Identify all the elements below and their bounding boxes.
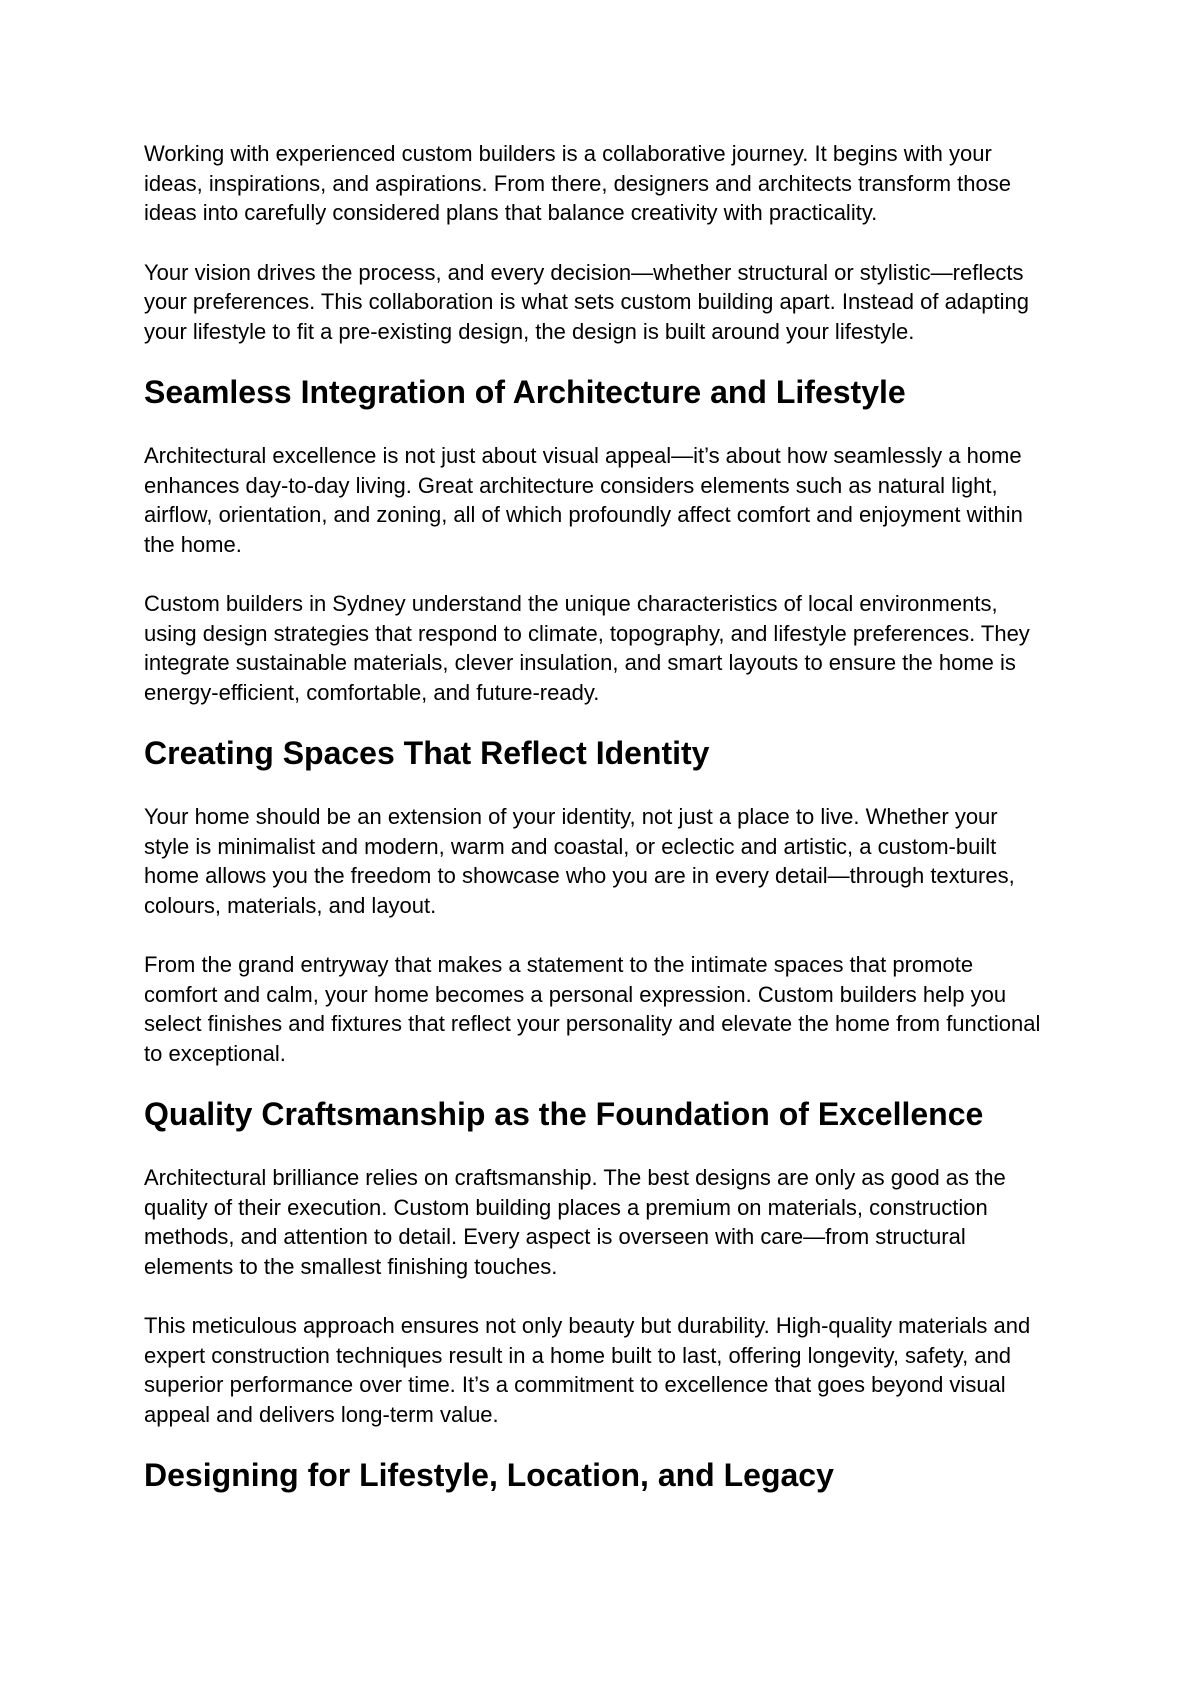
document-body	[144, 139, 1048, 1491]
paragraph: Custom builders in Sydney understand the unique characteristics of local environments, using design strategies that respond to climate, topography, and lifestyle preferences. They integrate sustainable materials, clever insulation, and smart layouts to ensure the home is energy-efficient, comfortable, and future-ready.	[144, 591, 1030, 705]
paragraph: Your vision drives the process, and every decision—whether structural or stylistic—reflects your preferences. This collaboration is what sets custom building apart. Instead of adapting your lifestyle to fit a pre-existing design, the design is built around your lifestyle.	[144, 259, 1029, 344]
section-heading: Quality Craftsmanship as the Foundation of Excellence	[144, 1096, 984, 1132]
paragraph: Architectural brilliance relies on craftsmanship. The best designs are only as good as the quality of their execution. Custom building places a premium on materials, construction methods, and attention to detail. Every aspect is overseen with care—from structural elements to the smallest finishing touches.	[144, 1165, 1006, 1279]
paragraph: This meticulous approach ensures not only beauty but durability. High-quality materials and expert construction techniques result in a home built to last, offering longevity, safety, and superior performance over time. It’s a commitment to excellence that goes beyond visual appeal and delivers long-term value.	[144, 1313, 1031, 1427]
paragraph: Your home should be an extension of your identity, not just a place to live. Whether your style is minimalist and modern, warm and coastal, or eclectic and artistic, a custom-built home allows you the freedom to showcase who you are in every detail—through textures, colours, materials, and layout.	[144, 804, 1015, 918]
section-heading: Seamless Integration of Architecture and Lifestyle	[144, 374, 906, 410]
section-heading: Designing for Lifestyle, Location, and Legacy	[144, 1457, 834, 1493]
paragraph: Working with experienced custom builders is a collaborative journey. It begins with your ideas, inspirations, and aspirations. From there, designers and architects transform those ideas into carefully considered plans that balance creativity with practicality.	[144, 141, 1011, 225]
paragraph: From the grand entryway that makes a statement to the intimate spaces that promote comfort and calm, your home becomes a personal expression. Custom builders help you select finishes and fixtures that reflect your personality and elevate the home from functional to exceptional.	[144, 952, 1041, 1066]
paragraph: Architectural excellence is not just about visual appeal—it’s about how seamlessly a home enhances day-to-day living. Great architecture considers elements such as natural light, airflow, orientation, and zoning, all of which profoundly affect comfort and enjoyment within the home.	[144, 443, 1023, 557]
section-heading: Creating Spaces That Reflect Identity	[144, 735, 710, 771]
